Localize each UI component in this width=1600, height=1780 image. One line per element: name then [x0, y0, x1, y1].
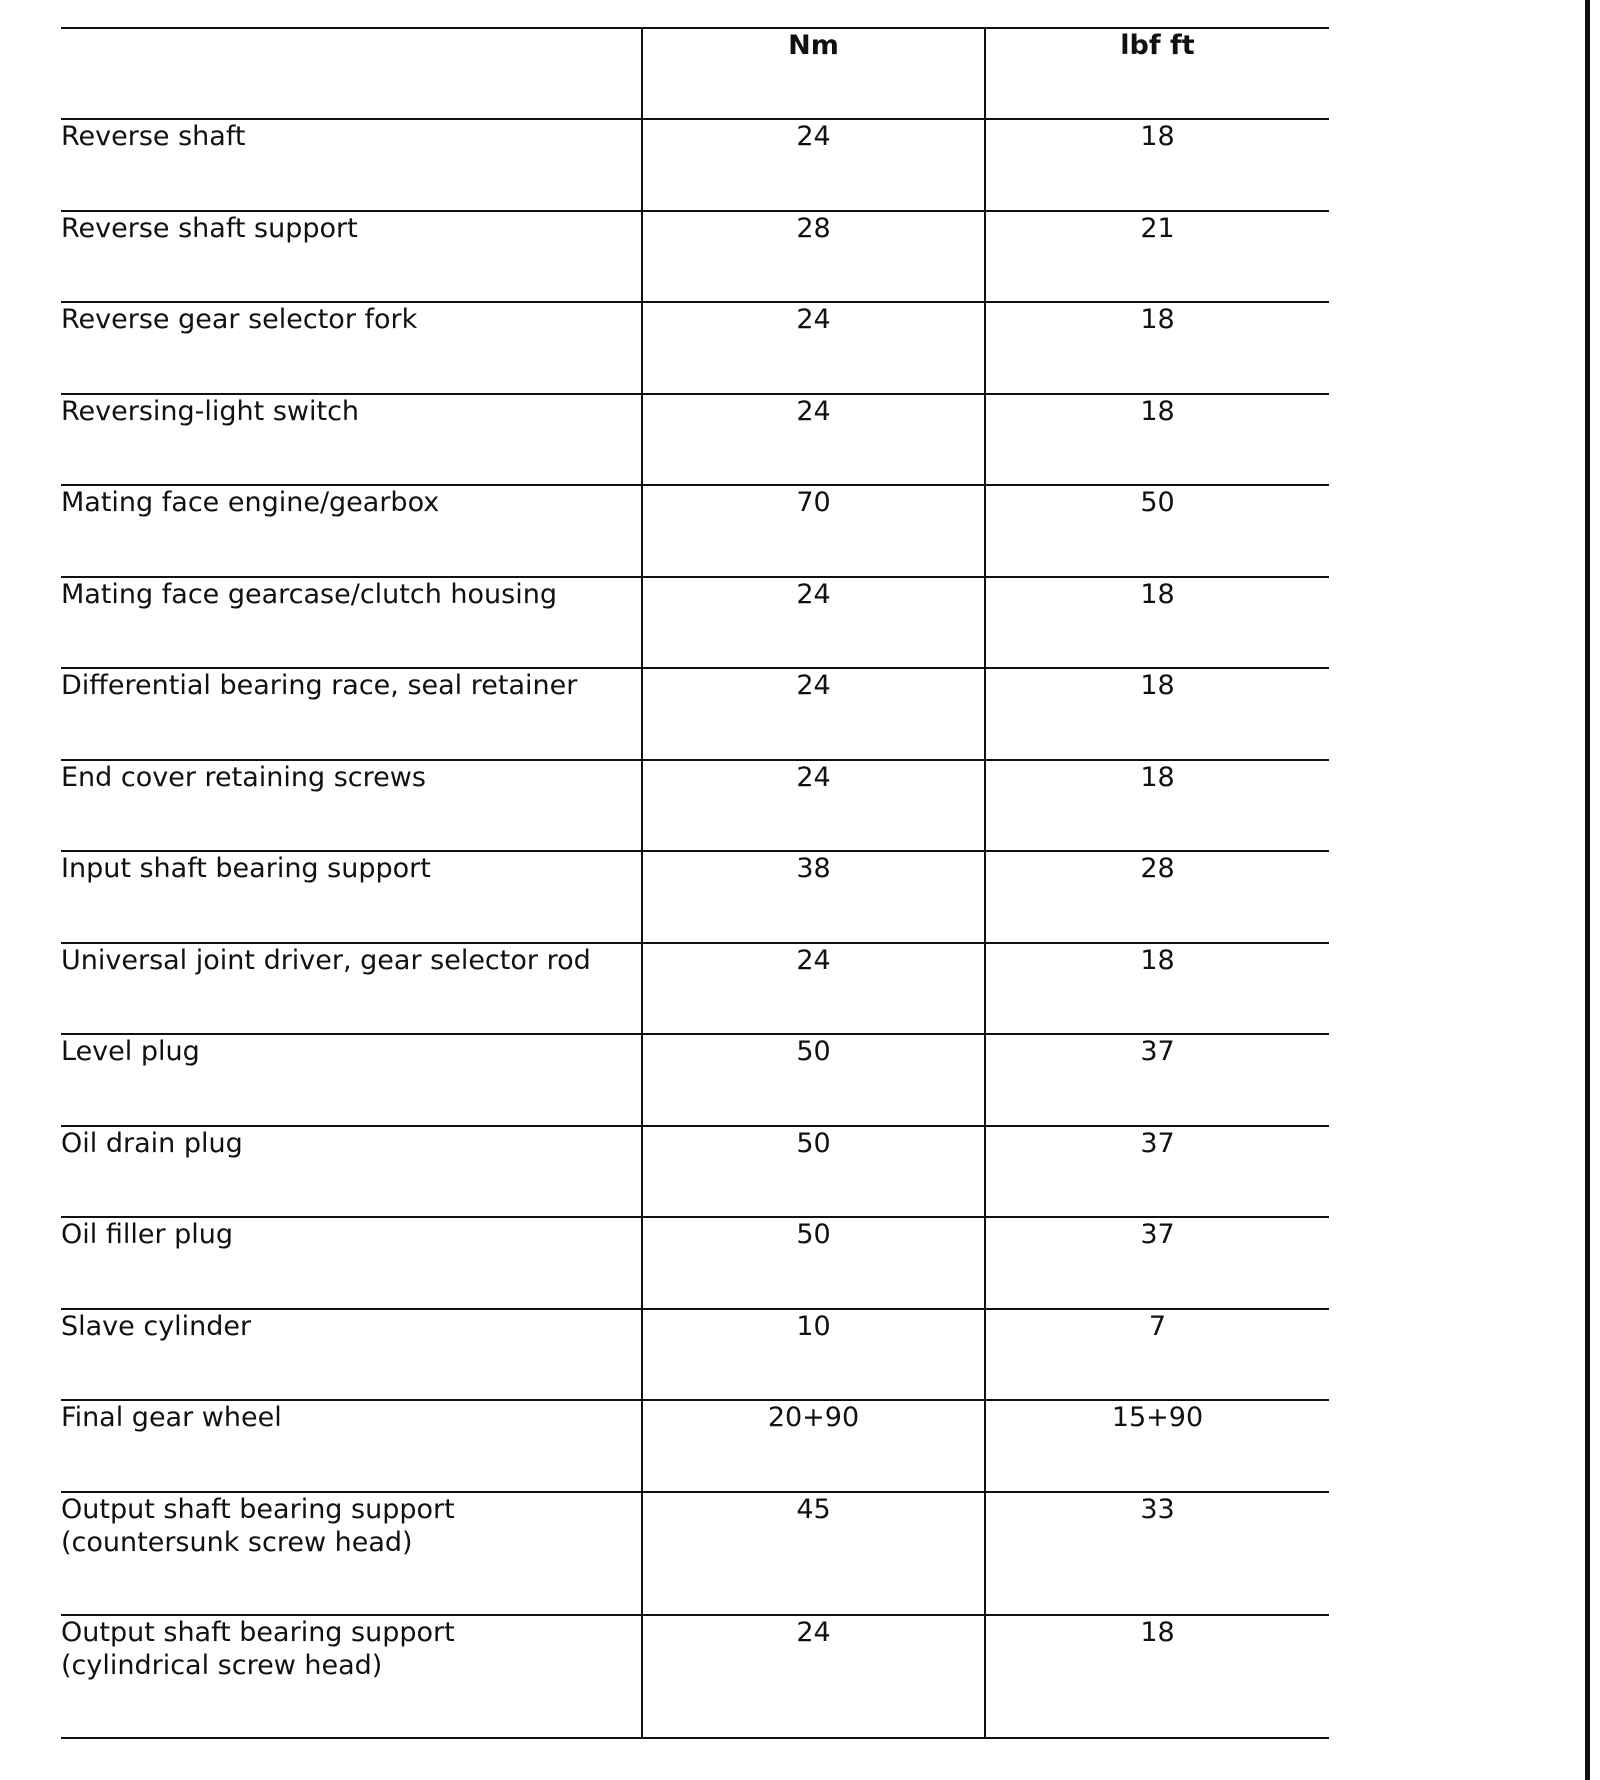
nm-value: 24: [642, 577, 985, 669]
table-row: [61, 1309, 1329, 1401]
component-cell: [61, 302, 642, 394]
table-row: [61, 485, 1329, 577]
torque-specification-table: [61, 27, 1329, 1739]
nm-value: 24: [642, 119, 985, 211]
component-label: End cover retaining screws: [61, 761, 426, 793]
lbf-ft-value: 18: [985, 668, 1329, 760]
table-row: [61, 211, 1329, 303]
lbf-ft-value: 28: [985, 851, 1329, 943]
component-label: Reversing-light switch: [61, 395, 360, 427]
component-label: Mating face engine/gearbox: [61, 487, 440, 518]
lbf-ft-value: 18: [985, 394, 1329, 486]
lbf-ft-value: 7: [985, 1309, 1329, 1401]
component-label: Mating face gearcase/clutch housing: [61, 578, 557, 610]
header-component: [61, 28, 642, 119]
nm-value: 50: [642, 1126, 985, 1218]
component-cell: [61, 211, 642, 303]
nm-value: 38: [642, 851, 985, 943]
nm-value: 24: [642, 760, 985, 852]
table-row: [61, 1400, 1329, 1492]
table-row: [61, 1615, 1329, 1738]
nm-value: 50: [642, 1217, 985, 1309]
table-body: [61, 119, 1329, 1738]
component-label: Output shaft bearing support: [61, 1616, 455, 1648]
component-label: (countersunk screw head): [61, 1526, 413, 1558]
table-row: [61, 668, 1329, 760]
component-label: Universal joint driver, gear selector rod: [61, 944, 591, 976]
nm-value: 24: [642, 302, 985, 394]
nm-value: 24: [642, 943, 985, 1035]
component-cell: [61, 1217, 642, 1309]
lbf-ft-value: 18: [985, 302, 1329, 394]
table-row: [61, 577, 1329, 669]
nm-value: 45: [642, 1492, 985, 1615]
lbf-ft-value: 37: [985, 1217, 1329, 1309]
nm-value: 50: [642, 1034, 985, 1126]
nm-value: 20+90: [642, 1400, 985, 1492]
nm-value: 24: [642, 394, 985, 486]
component-cell: [61, 943, 642, 1035]
table-header-row: [61, 28, 1329, 119]
component-label: Reverse shaft: [61, 121, 246, 152]
table-row: [61, 760, 1329, 852]
page-edge-rule: [1585, 0, 1590, 1780]
component-cell: [61, 1400, 642, 1492]
component-cell: [61, 1615, 642, 1738]
component-label: Output shaft bearing support: [61, 1493, 455, 1525]
component-label: Level plug: [61, 1036, 200, 1067]
component-cell: [61, 1309, 642, 1401]
header-lbf-ft: lbf ft: [985, 28, 1329, 119]
lbf-ft-value: 18: [985, 1615, 1329, 1738]
component-label: Input shaft bearing support: [61, 853, 431, 884]
table-row: [61, 302, 1329, 394]
component-label: Final gear wheel: [61, 1402, 282, 1433]
nm-value: 70: [642, 485, 985, 577]
component-cell: [61, 1126, 642, 1218]
nm-value: 24: [642, 668, 985, 760]
component-cell: [61, 119, 642, 211]
component-cell: [61, 577, 642, 669]
nm-value: 28: [642, 211, 985, 303]
header-nm: Nm: [642, 28, 985, 119]
table-row: [61, 119, 1329, 211]
lbf-ft-value: 37: [985, 1126, 1329, 1218]
lbf-ft-value: 18: [985, 577, 1329, 669]
lbf-ft-value: 18: [985, 119, 1329, 211]
lbf-ft-value: 33: [985, 1492, 1329, 1615]
lbf-ft-value: 21: [985, 211, 1329, 303]
nm-value: 24: [642, 1615, 985, 1738]
component-label: Oil filler plug: [61, 1219, 234, 1250]
component-cell: [61, 851, 642, 943]
table-row: [61, 394, 1329, 486]
lbf-ft-value: 37: [985, 1034, 1329, 1126]
table-row: [61, 1492, 1329, 1615]
component-label: (cylindrical screw head): [61, 1649, 383, 1681]
component-label: Reverse gear selector fork: [61, 304, 418, 335]
component-cell: [61, 485, 642, 577]
table-row: [61, 1034, 1329, 1126]
nm-value: 10: [642, 1309, 985, 1401]
table-row: [61, 1126, 1329, 1218]
lbf-ft-value: 18: [985, 760, 1329, 852]
component-label: Slave cylinder: [61, 1310, 252, 1342]
component-label: Reverse shaft support: [61, 212, 358, 244]
component-label: Differential bearing race, seal retainer: [61, 670, 578, 701]
component-cell: [61, 394, 642, 486]
component-cell: [61, 760, 642, 852]
component-cell: [61, 1034, 642, 1126]
table-row: [61, 851, 1329, 943]
lbf-ft-value: 18: [985, 943, 1329, 1035]
table-row: [61, 1217, 1329, 1309]
component-cell: [61, 1492, 642, 1615]
component-cell: [61, 668, 642, 760]
table-row: [61, 943, 1329, 1035]
lbf-ft-value: 50: [985, 485, 1329, 577]
component-label: Oil drain plug: [61, 1127, 243, 1159]
lbf-ft-value: 15+90: [985, 1400, 1329, 1492]
